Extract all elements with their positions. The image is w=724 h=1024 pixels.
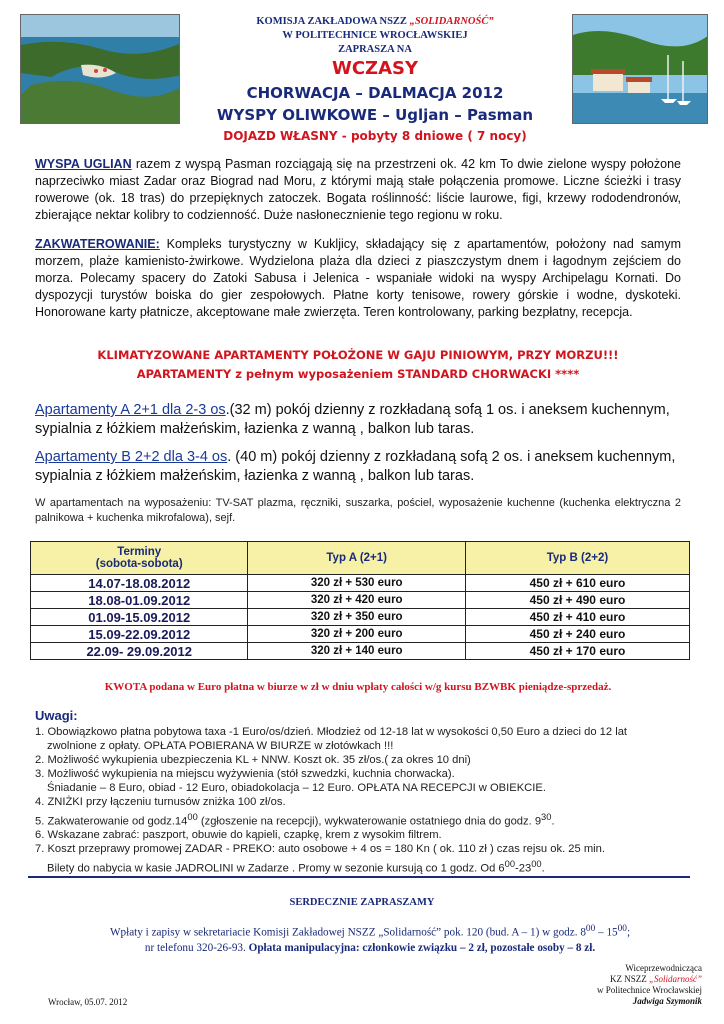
price-a-cell: 320 zł + 140 euro (248, 643, 465, 660)
signature-org-2: w Politechnice Wrocławskiej (597, 985, 702, 995)
table-row (31, 575, 690, 592)
apartment-a-text: .(32 m) pokój dzienny z rozkładaną sofą 1 os. i aneksem kuchennym, sypialnia z łóżkiem małżeńskim, łazienka z wanną , balkon lub taras. (35, 402, 670, 437)
term-cell: 18.08-01.09.2012 (31, 592, 248, 609)
reg-text: – 15 (595, 926, 618, 939)
apartment-a-description (35, 401, 681, 439)
signature-org (597, 974, 702, 985)
header-union-name: „SOLIDARNOŚĆ” (409, 16, 494, 27)
fee-text: Opłata manipulacyjna: członkowie związku – 2 zł, pozostałe osoby – 8 zł. (248, 941, 596, 954)
price-table (30, 541, 690, 660)
apartment-b-text: . (40 m) pokój dzienny z rozkładaną sofą 2 os. i aneksem kuchennym, sypialnia z łóżkiem małżeńskim, łazienka z wanną , balkon lub taras. (35, 449, 676, 484)
note-item: 7. Koszt przeprawy promowej ZADAR - PREKO: auto osobowe + 4 os = 180 Kn ( ok. 110 zł ) czas rejsu ok. 25 min. (35, 843, 605, 856)
header-type-a: Typ A (2+1) (248, 542, 465, 575)
harbor-houses-photo (572, 14, 708, 124)
island-description (35, 156, 681, 224)
welcome-line: SERDECZNIE ZAPRASZAMY (289, 897, 435, 908)
equipment-note: W apartamentach na wyposażeniu: TV-SAT plazma, ręczniki, suszarka, pościel, wyposażenie kuchenne (kuchenka elektryczna 2 palnikowa + kuchenka mikrofalowa), sejf. (35, 497, 681, 524)
signature-union: „Solidarność” (648, 974, 702, 984)
accommodation-label: ZAKWATEROWANIE: (35, 237, 160, 251)
signature-name: Jadwiga Szymonik (632, 996, 702, 1006)
term-cell: 14.07-18.08.2012 (31, 575, 248, 592)
signature-role: Wiceprzewodnicząca (625, 963, 702, 973)
place-date: Wrocław, 05.07. 2012 (48, 997, 128, 1007)
phone-text: nr telefonu 320-26-93. (144, 941, 249, 954)
travel-info-title: DOJAZD WŁASNY - pobyty 8 dniowe ( 7 nocy) (223, 129, 527, 143)
divider (28, 876, 690, 878)
header-type-b: Typ B (2+2) (465, 542, 689, 575)
notes-list (35, 725, 695, 875)
reg-text: ; (626, 926, 631, 939)
header-terms: Terminy (sobota-sobota) (31, 542, 248, 575)
note-text: Bilety do nabycia w kasie JADROLINI w Zadarze . Promy w sezonie kursują co 1 godz. Od 6 (47, 862, 505, 875)
header-org-prefix: KOMISJA ZAKŁADOWA NSZZ (256, 16, 407, 27)
reg-sup: 00 (585, 924, 596, 934)
price-b-cell: 450 zł + 170 euro (465, 643, 689, 660)
term-cell: 01.09-15.09.2012 (31, 609, 248, 626)
apartment-b-link[interactable]: Apartamenty B 2+2 dla 3-4 os (35, 449, 228, 465)
accommodation-description (35, 236, 681, 321)
island-text: razem z wyspą Pasman rozciągają się na przestrzeni ok. 42 km To dwie zielone wyspy położone naprzeciwko miast Zadar oraz Biograd nad Moru, z którymi mają stałe połączenia promowe. Liczne ścieżki i trasy rowerowe (ok. 18 tras) do przepięknych zatoczek. Bogata roślinność: liście laurowe, figi, krzewy rododendronów, zbierające nektar kolibry to codzienność. Duże nasłonecznienie tego regionu w roku. (35, 157, 681, 222)
highlight-line-2: APARTAMENTY z pełnym wyposażeniem STANDARD CHORWACKI **** (136, 367, 580, 381)
note-text: . (541, 862, 545, 875)
note-sup: 00 (531, 858, 542, 869)
note-item: 6. Wskazane zabrać: paszport, obuwie do kąpieli, czapkę, krem z wysokim filtrem. (35, 829, 442, 842)
note-sup: 00 (504, 858, 516, 869)
header-org-line (180, 16, 570, 27)
accommodation-text: Kompleks turystyczny w Kukljicy, składający się z apartamentów, położony nad samym morzem, plaże kamienisto-żwirkowe. Wydzielona plaża dla dzieci z piaszczystym dnem i łagodnym zejściem do morza. Polecamy spacery do Zatoki Sabusa i Jelenica - wspaniałe widoki na wyspy Archipelagu Kornati. Do dyspozycji turystów boiska do gier zespołowych. Płatne korty tenisowe, rowery górskie i wodne, dyskoteki. Honorowane karty płatnicze, akceptowane małe zwierzęta. Teren kontrolowany, parking bezpłatny, recepcja. (35, 237, 681, 319)
note-item (35, 857, 695, 876)
note-item: zwolnione z opłaty. OPŁATA POBIERANA W BIURZE w złotówkach !!! (47, 740, 394, 753)
table-row (31, 592, 690, 609)
reg-text: Wpłaty i zapisy w sekretariacie Komisji Zakładowej NSZZ „Solidarność” pok. 120 (bud. A – 1) w godz. 8 (109, 926, 586, 939)
note-text: . (551, 815, 555, 828)
reg-sup: 00 (617, 924, 627, 934)
registration-info (70, 922, 670, 956)
price-b-cell: 450 zł + 490 euro (465, 592, 689, 609)
note-item: 4. ZNIŻKI przy łączeniu turnusów zniżka 100 zł/os. (35, 796, 286, 809)
header-university-line: W POLITECHNICE WROCŁAWSKIEJ (282, 30, 468, 41)
note-sup: 00 (187, 811, 198, 822)
signature-block (597, 963, 702, 1007)
price-a-cell: 320 zł + 420 euro (248, 592, 465, 609)
registration-line-1 (70, 922, 670, 941)
registration-line-2 (70, 941, 670, 956)
price-b-cell: 450 zł + 410 euro (465, 609, 689, 626)
note-text: (zgłoszenie na recepcji), wykwaterowanie ostatniego dnia do godz. 9 (197, 815, 542, 828)
price-table-header (31, 542, 690, 575)
note-item (35, 810, 695, 829)
island-label: WYSPA UGLIAN (35, 157, 132, 171)
islands-title: WYSPY OLIWKOWE – Ugljan – Pasman (216, 106, 534, 124)
price-a-cell: 320 zł + 350 euro (248, 609, 465, 626)
page-title: WCZASY (331, 58, 419, 79)
term-cell: 15.09-22.09.2012 (31, 626, 248, 643)
table-row (31, 626, 690, 643)
note-item: 3. Możliwość wykupienia na miejscu wyżywienia (stół szwedzki, kuchnia chorwacka). (35, 768, 455, 781)
price-b-cell: 450 zł + 240 euro (465, 626, 689, 643)
highlight-line-1: KLIMATYZOWANE APARTAMENTY POŁOŻONE W GAJU PINIOWYM, PRZY MORZU!!! (97, 348, 619, 362)
apartment-a-link[interactable]: Apartamenty A 2+1 dla 2-3 os (35, 402, 226, 418)
notes-heading: Uwagi: (35, 708, 78, 723)
island-aerial-photo (20, 14, 180, 124)
price-a-cell: 320 zł + 200 euro (248, 626, 465, 643)
note-sup: 30 (541, 811, 552, 822)
price-b-cell: 450 zł + 610 euro (465, 575, 689, 592)
note-item: Śniadanie – 8 Euro, obiad - 12 Euro, obiadokolacja – 12 Euro. OPŁATA NA RECEPCJI w OBIEKCIE. (47, 782, 546, 795)
table-row (31, 609, 690, 626)
table-row (31, 643, 690, 660)
note-text: -23 (515, 862, 532, 875)
apartment-b-description (35, 448, 681, 486)
term-cell: 22.09- 29.09.2012 (31, 643, 248, 660)
payment-note: KWOTA podana w Euro płatna w biurze w zł w dniu wpłaty całości w/g kursu BZWBK pieniądze-sprzedaż. (104, 681, 612, 693)
note-item: 2. Możliwość wykupienia ubezpieczenia KL + NNW. Koszt ok. 35 zł/os.( za okres 10 dni) (35, 754, 471, 767)
note-text: 5. Zakwaterowanie od godz.14 (35, 815, 188, 828)
note-item: 1. Obowiązkowo płatna pobytowa taxa -1 Euro/os/dzień. Młodzież od 12-18 lat w wysokości 0,50 Euro a dzieci do 12 lat (35, 726, 628, 738)
header-invite-line: ZAPRASZA NA (338, 44, 412, 55)
price-a-cell: 320 zł + 530 euro (248, 575, 465, 592)
destination-title: CHORWACJA – DALMACJA 2012 (246, 84, 504, 102)
signature-org-prefix: KZ NSZZ (609, 974, 649, 984)
